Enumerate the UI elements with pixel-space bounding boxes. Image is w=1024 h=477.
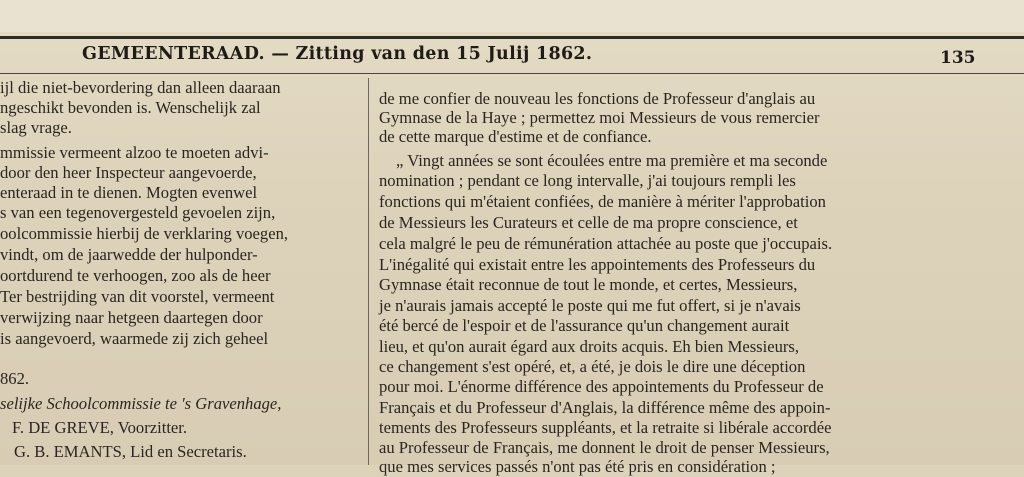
- text-line: tements des Professeurs suppléants, et la retraite si libérale accordée: [379, 418, 832, 437]
- text-line: door den heer Inspecteur aangevoerde,: [0, 163, 257, 182]
- text-line: Gymnase de la Haye ; permettez moi Messieurs de vous remercier: [379, 108, 820, 127]
- text-line: „ Vingt années se sont écoulées entre ma première et ma seconde: [396, 151, 828, 170]
- text-line: fonctions qui m'étaient confiées, de manière à mériter l'approbation: [379, 192, 826, 211]
- text-line: verwijzing naar hetgeen daartegen door: [0, 308, 263, 327]
- text-line: Français et du Professeur d'Anglais, la différence même des appoin-: [379, 398, 831, 417]
- header-top-rule: [0, 36, 1024, 39]
- text-line: oolcommissie hierbij de verklaring voegen,: [0, 224, 289, 243]
- text-line: au Professeur de Français, me donnent le droit de penser Messieurs,: [379, 438, 830, 457]
- page-number: 135: [940, 48, 976, 68]
- text-line: pour moi. L'énorme différence des appointements du Professeur de: [379, 377, 824, 396]
- text-line: oortdurend te verhoogen, zoo als de heer: [0, 266, 271, 285]
- page-header-title: GEMEENTERAAD. — Zitting van den 15 Julij 1862.: [82, 44, 593, 64]
- signature-committee: selijke Schoolcommissie te 's Gravenhage,: [0, 394, 282, 413]
- text-line: L'inégalité qui existait entre les appointements des Professeurs du: [379, 255, 816, 274]
- text-line: cela malgré le peu de rémunération attachée au poste que j'occupais.: [379, 234, 833, 253]
- text-line: ce changement s'est opéré, et, a été, je dois le dire une déception: [379, 357, 806, 376]
- text-line: de me confier de nouveau les fonctions de Professeur d'anglais au: [379, 89, 816, 108]
- date-line: 862.: [0, 369, 30, 388]
- signature-chairman: F. DE GREVE, Voorzitter.: [12, 418, 188, 437]
- text-line: de Messieurs les Curateurs et celle de ma propre conscience, et: [379, 213, 798, 232]
- text-line: mmissie vermeent alzoo te moeten advi-: [0, 143, 269, 162]
- text-line: Gymnase était reconnue de tout le monde, et certes, Messieurs,: [379, 275, 798, 294]
- text-line: été bercé de l'espoir et de l'assurance qu'un changement aurait: [379, 316, 790, 335]
- signature-secretary: G. B. EMANTS, Lid en Secretaris.: [14, 442, 247, 461]
- text-line: is aangevoerd, waarmede zij zich geheel: [0, 329, 269, 348]
- text-line: Ter bestrijding van dit voorstel, vermeent: [0, 287, 275, 306]
- text-line: ijl die niet-bevordering dan alleen daaraan: [0, 78, 281, 97]
- text-line: je n'aurais jamais accepté le poste qui me fut offert, si je n'avais: [379, 296, 801, 315]
- text-line: enteraad in te dienen. Mogten evenwel: [0, 183, 258, 202]
- text-line: de cette marque d'estime et de confiance.: [379, 127, 652, 146]
- page-top-margin: [0, 0, 1024, 32]
- column-divider: [368, 78, 369, 465]
- text-line: ngeschikt bevonden is. Wenschelijk zal: [0, 98, 261, 117]
- text-line: nomination ; pendant ce long intervalle, j'ai toujours rempli les: [379, 171, 796, 190]
- header-bottom-rule: [0, 73, 1024, 74]
- text-line: vindt, om de jaarwedde der hulponder-: [0, 245, 258, 264]
- text-line: slag vrage.: [0, 118, 72, 137]
- text-line: s van een tegenovergesteld gevoelen zijn,: [0, 203, 276, 222]
- text-line: lieu, et qu'on aurait égard aux droits acquis. Eh bien Messieurs,: [379, 337, 800, 356]
- text-line: que mes services passés n'ont pas été pris en considération ;: [379, 457, 776, 476]
